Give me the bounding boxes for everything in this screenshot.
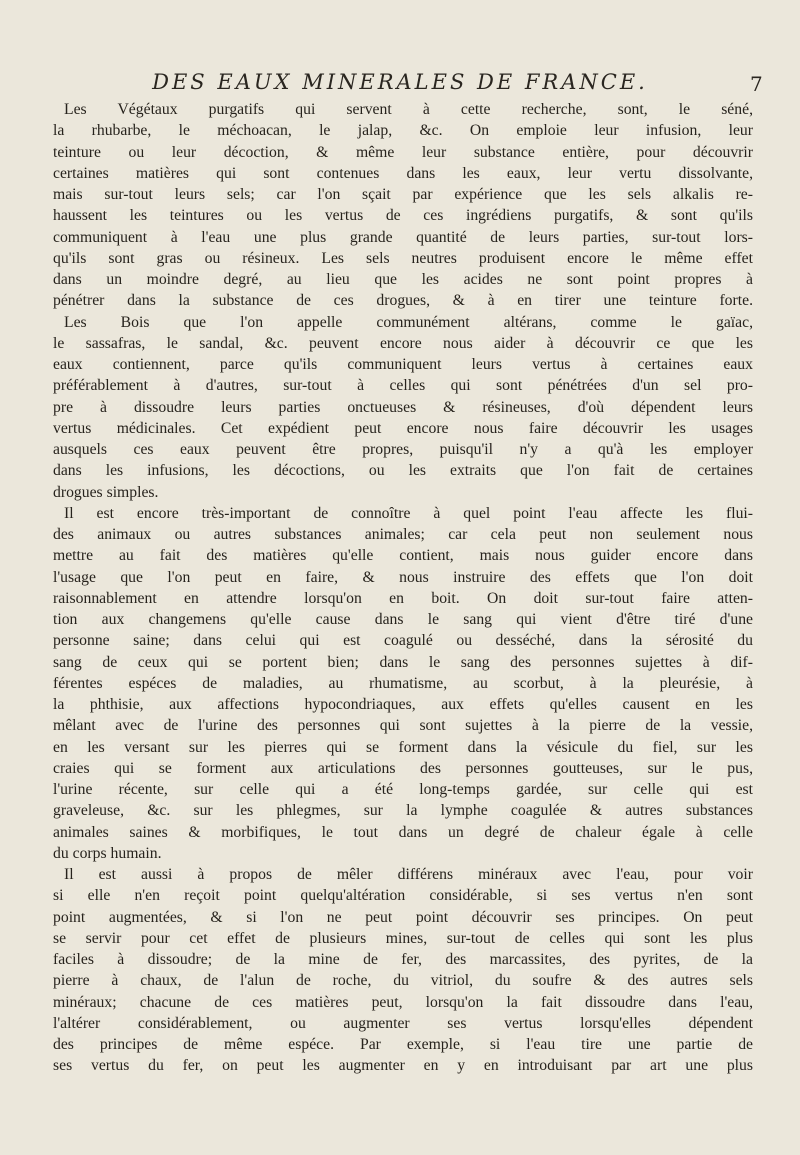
body-text: [53, 99, 753, 1077]
text-line: raisonnablement en attendre lorsqu'on en boit. On doit sur-tout faire atten-: [53, 589, 753, 607]
text-line: ausquels ces eaux peuvent être propres, puisqu'il n'y a qu'à les employer: [53, 441, 753, 458]
text-line: drogues simples.: [53, 483, 159, 501]
text-line: Les Bois que l'on appelle communément altérans, comme le gaïac,: [64, 313, 753, 331]
text-line: teinture ou leur décoction, & même leur substance entière, pour découvrir: [53, 143, 753, 161]
text-line: dans les infusions, les décoctions, ou les extraits que l'on fait de certaines: [53, 462, 753, 480]
text-line: Les Végétaux purgatifs qui servent à cette recherche, sont, le séné,: [64, 101, 753, 118]
text-line: point augmentées, & si l'on ne peut point découvrir ses principes. On peut: [53, 908, 753, 926]
text-line: le sassafras, le sandal, &c. peuvent encore nous aider à découvrir ce que les: [53, 334, 753, 352]
text-line: la phthisie, aux affections hypocondriaques, aux effets qu'elles causent en les: [53, 696, 753, 713]
text-line: en les versant sur les pierres qui se forment dans la vésicule du fiel, sur les: [53, 738, 753, 756]
page-number: 7: [750, 72, 763, 96]
text-line: vertus médicinales. Cet expédient peut encore nous faire découvrir les usages: [53, 419, 753, 437]
text-line: graveleuse, &c. sur les phlegmes, sur la lymphe coagulée & autres substances: [53, 802, 753, 820]
text-line: mêlant avec de l'urine des personnes qui sont sujettes à la pierre de la vessie,: [53, 717, 753, 735]
text-line: haussent les teintures ou les vertus de ces ingrédiens purgatifs, & sont qu'ils: [53, 207, 753, 225]
text-line: la rhubarbe, le méchoacan, le jalap, &c. On emploie leur infusion, leur: [53, 122, 753, 140]
text-line: l'urine récente, sur celle qui a été long-temps gardée, sur celle qui est: [53, 781, 753, 798]
text-line: communiquent à l'eau une plus grande quantité de leurs parties, sur-tout lors-: [53, 228, 753, 246]
text-line: Il est encore très-important de connoître à quel point l'eau affecte les flui-: [64, 504, 753, 522]
text-line: ses vertus du fer, on peut les augmenter en y en introduisant par art une plus: [53, 1057, 753, 1075]
text-line: l'usage que l'on peut en faire, & nous instruire des effets que l'on doit: [53, 568, 753, 586]
text-line: dans un moindre degré, au lieu que les acides ne sont point propres à: [53, 271, 753, 288]
text-line: pénétrer dans la substance de ces drogues, & à en tirer une teinture forte.: [53, 292, 753, 310]
text-line: certaines matières qui sont contenues dans les eaux, leur vertu dissolvante,: [53, 164, 753, 182]
running-title: DES EAUX MINERALES DE FRANCE.: [152, 70, 648, 94]
text-line: des animaux ou autres substances animales; car cela peut non seulement nous: [53, 526, 753, 543]
text-line: mais sur-tout leurs sels; car l'on sçait par expérience que les sels alkalis re-: [53, 186, 753, 203]
text-line: faciles à dissoudre; de la mine de fer, des marcassites, des pyrites, de la: [53, 951, 753, 968]
text-line: si elle n'en reçoit point quelqu'altération considérable, si ses vertus n'en sont: [53, 887, 753, 905]
text-line: qu'ils sont gras ou résineux. Les sels neutres produisent encore le même effet: [53, 249, 753, 267]
text-line: sang de ceux qui se portent bien; dans le sang des personnes sujettes à dif-: [53, 653, 753, 671]
text-line: du corps humain.: [53, 844, 162, 862]
text-line: des principes de même espéce. Par exemple, si l'eau tire une partie de: [53, 1036, 753, 1053]
text-line: Il est aussi à propos de mêler différens minéraux avec l'eau, pour voir: [64, 866, 753, 883]
text-line: animales saines & morbifiques, le tout dans un degré de chaleur égale à celle: [53, 823, 753, 841]
text-line: tion aux changemens qu'elle cause dans le sang qui vient d'être tiré d'une: [53, 611, 753, 628]
text-line: eaux contiennent, parce qu'ils communiquent leurs vertus à certaines eaux: [53, 356, 753, 373]
text-line: mettre au fait des matières qu'elle contient, mais nous guider encore dans: [53, 547, 753, 565]
text-line: l'altérer considérablement, ou augmenter ses vertus lorsqu'elles dépendent: [53, 1014, 753, 1032]
text-line: férentes espéces de maladies, au rhumatisme, au scorbut, à la pleurésie, à: [53, 674, 753, 692]
text-line: pierre à chaux, de l'alun de roche, du vitriol, du soufre & des autres sels: [53, 972, 753, 990]
text-line: se servir pour cet effet de plusieurs mines, sur-tout de celles qui sont les plus: [53, 929, 753, 947]
text-line: craies qui se forment aux articulations des personnes goutteuses, sur le pus,: [53, 759, 753, 777]
text-line: personne saine; dans celui qui est coagulé ou desséché, dans la sérosité du: [53, 632, 753, 650]
text-line: pre à dissoudre leurs parties onctueuses & résineuses, d'où dépendent leurs: [53, 398, 753, 416]
text-line: minéraux; chacune de ces matières peut, lorsqu'on la fait dissoudre dans l'eau,: [53, 993, 753, 1011]
text-line: préférablement à d'autres, sur-tout à celles qui sont pénétrées d'un sel pro-: [53, 377, 753, 395]
